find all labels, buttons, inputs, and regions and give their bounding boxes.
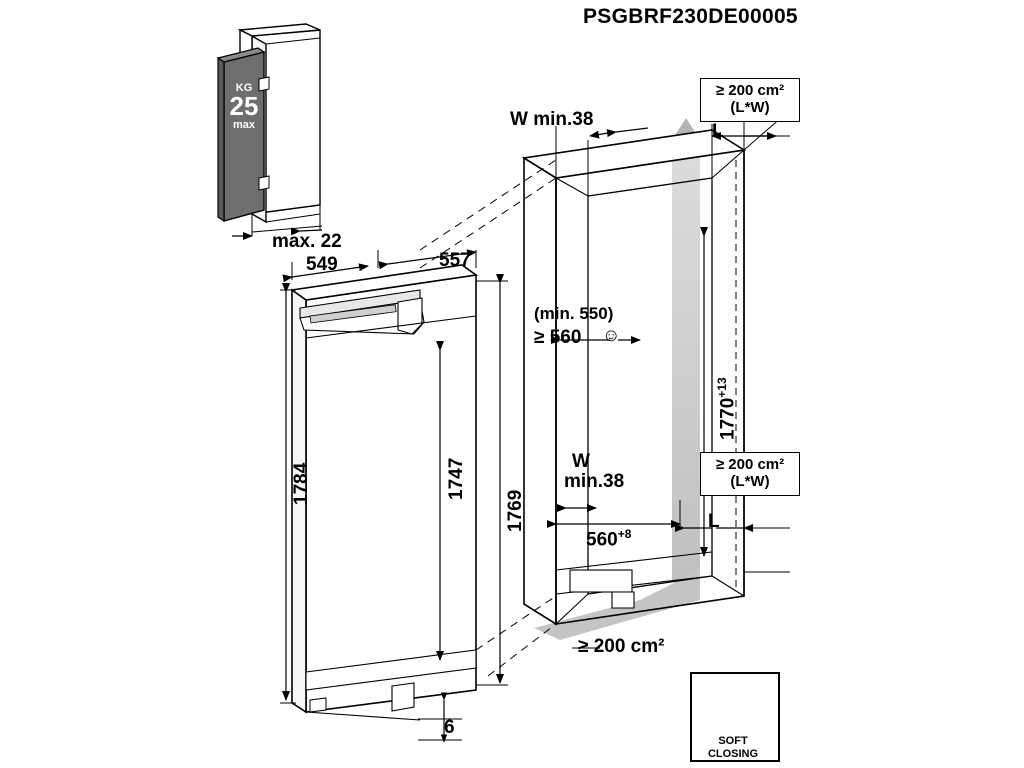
- appliance-front-view: [280, 250, 508, 742]
- height-1784-label: 1784: [291, 462, 312, 505]
- niche-top-length-label: L: [712, 121, 724, 142]
- vent-top-line2: (L*W): [730, 99, 770, 117]
- weight-value: 25: [229, 91, 259, 121]
- vent-mid-line2: (L*W): [730, 473, 770, 491]
- vent-requirement-mid: [700, 452, 800, 496]
- soft-closing-caption-line2: CLOSING: [707, 747, 759, 760]
- niche-height-label: $1770^{+13}$: [715, 377, 739, 440]
- niche-depth-min: ≥ 560: [534, 327, 582, 348]
- vent-requirement-bottom: ≥ 200 cm²: [578, 636, 665, 657]
- foot-clearance-label: 6: [444, 717, 455, 738]
- soft-closing-caption: [690, 735, 776, 760]
- depth-557-label: 557: [439, 250, 471, 271]
- vent-requirement-top: [700, 78, 800, 122]
- vent-mid-line1: ≥ 200 cm²: [715, 456, 785, 473]
- panel-thickness-label: max. 22: [272, 231, 342, 252]
- niche-bottom-width-label-line1: W: [572, 451, 590, 472]
- vent-top-line1: ≥ 200 cm²: [715, 82, 785, 99]
- smiley-icon: ☺: [602, 325, 621, 345]
- soft-closing-caption-line1: SOFT: [718, 735, 748, 747]
- drawing-code: PSGBRF230DE00005: [583, 5, 798, 28]
- weight-qualifier: max: [232, 118, 256, 131]
- niche-width-label: $560^{+8}$: [586, 527, 632, 551]
- niche-bottom-width-label-line2: min.38: [564, 471, 625, 492]
- weight-icon-label: KG: [235, 82, 253, 94]
- niche-top-width-label: W min.38: [510, 109, 594, 130]
- height-1747-label: 1747: [446, 457, 467, 500]
- niche-depth-min-paren: (min. 550): [534, 304, 614, 323]
- height-1769-label: 1769: [505, 489, 526, 532]
- depth-549-label: 549: [306, 254, 338, 275]
- weight-badge: [224, 82, 264, 131]
- niche-bottom-length-label: L: [708, 511, 720, 532]
